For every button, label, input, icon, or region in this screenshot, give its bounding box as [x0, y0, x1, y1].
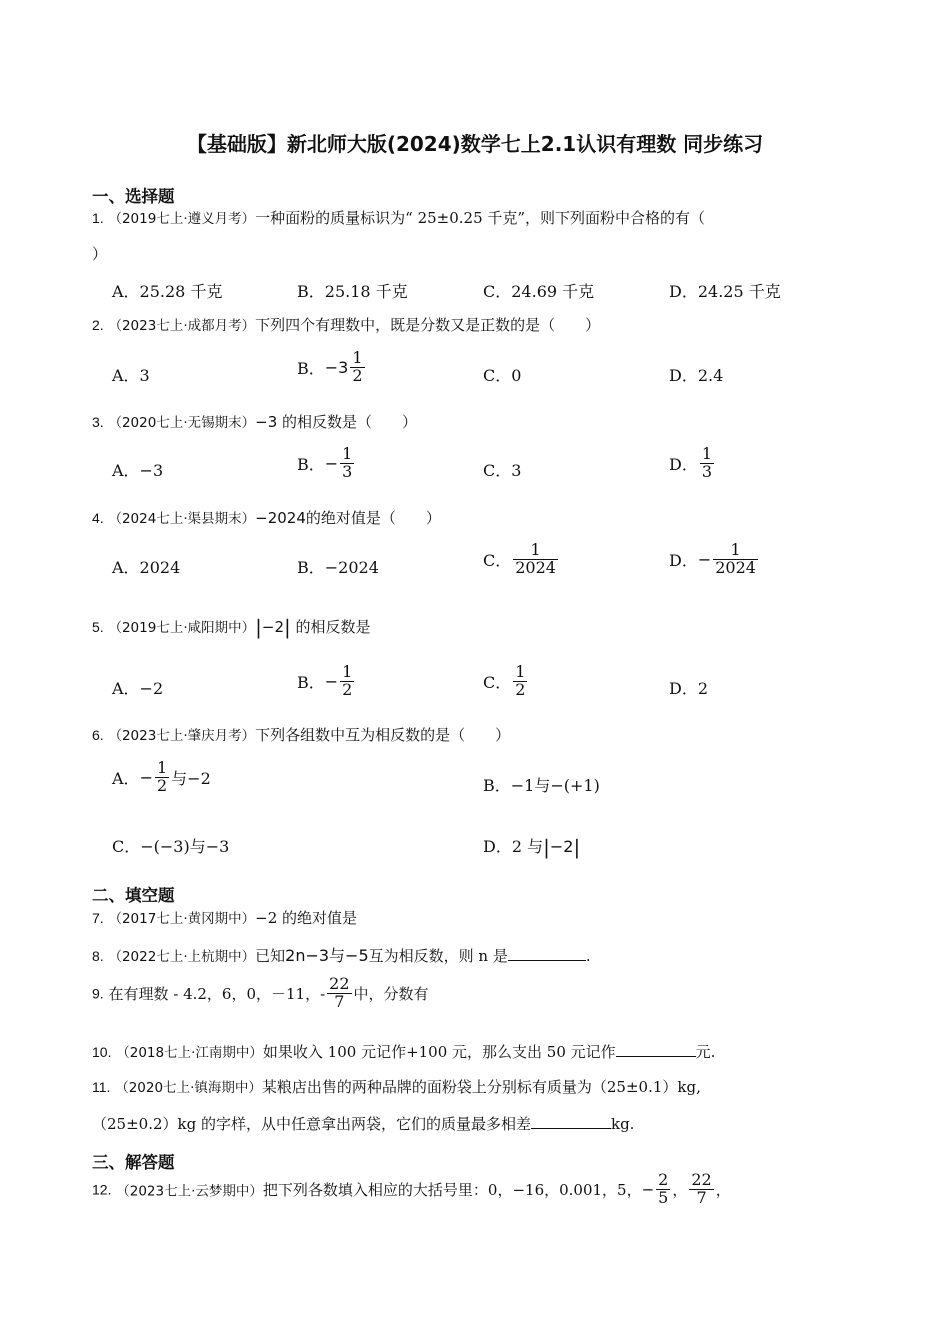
- numerator: 1: [342, 662, 353, 681]
- question-12: [92, 1172, 731, 1207]
- question-1: [92, 207, 705, 228]
- question-source: （2023七上·云梦期中）: [116, 1183, 263, 1200]
- section-heading-solve: 三、解答题: [92, 1153, 175, 1172]
- numerator: 1: [701, 444, 713, 463]
- question-text: 把下列各数填入相应的大括号里：0，−16，0.001，5，: [262, 1180, 642, 1199]
- option-label: B．: [297, 672, 325, 692]
- fraction: [340, 664, 354, 699]
- fraction: [656, 1172, 670, 1207]
- fraction: [340, 446, 354, 481]
- option-c: C．−(−3)与−3: [112, 837, 230, 856]
- question-3: [92, 411, 417, 432]
- math-expression: 2n−3与−5: [285, 946, 369, 965]
- answer-blank[interactable]: [616, 1041, 696, 1057]
- option-d: D．2.4: [669, 366, 724, 385]
- question-source: （2023七上·肇庆月考）: [108, 728, 256, 744]
- denominator: 2: [156, 775, 168, 795]
- separator: ，: [672, 1180, 688, 1199]
- question-number: 12.: [92, 1181, 112, 1198]
- mixed-number-whole: −3: [324, 357, 349, 377]
- question-text: −2 的绝对值是: [255, 909, 358, 927]
- abs-bar-left: |: [255, 615, 262, 639]
- option-d: [669, 542, 760, 577]
- question-source: （2023七上·成都月考）: [108, 318, 256, 334]
- question-text-tail: 中，分数有: [353, 984, 429, 1003]
- fraction: [155, 760, 169, 795]
- numerator: 1: [515, 662, 526, 681]
- option-c: C．3: [483, 461, 522, 480]
- minus-sign: −: [324, 671, 339, 691]
- question-2: [92, 314, 600, 335]
- question-number: 1.: [92, 210, 104, 226]
- question-source: （2020七上·镇海期中）: [115, 1080, 262, 1096]
- question-text: （25±0.2）kg 的字样，从中任意拿出两袋，它们的质量最多相差: [92, 1115, 531, 1133]
- option-label: C．: [483, 550, 512, 570]
- question-end: kg.: [610, 1115, 635, 1133]
- math-expression: −2: [261, 618, 284, 636]
- question-text: 在有理数 - 4.2，6，0，－11，-: [108, 984, 326, 1003]
- option-a: A．3: [112, 366, 150, 385]
- option-a: A．2024: [112, 558, 181, 577]
- question-1-continued: ）: [92, 245, 108, 263]
- question-text: 某粮店出售的两种品牌的面粉袋上分别标有质量为（25±0.1）kg,: [261, 1078, 701, 1096]
- minus-sign: −: [139, 767, 153, 787]
- question-source: （2024七上·渠县期末）: [108, 511, 256, 527]
- numerator: 1: [156, 758, 168, 777]
- option-b: [297, 350, 367, 385]
- denominator: 2024: [515, 557, 556, 577]
- fraction: [513, 542, 558, 577]
- question-11: [92, 1076, 701, 1097]
- question-text: 的绝对值是（ ）: [305, 509, 441, 527]
- fraction: [700, 446, 714, 481]
- question-6: [92, 724, 510, 745]
- question-text: 下列各组数中互为相反数的是（ ）: [255, 726, 511, 744]
- section-heading-choice: 一、选择题: [92, 187, 175, 206]
- numerator: 1: [352, 348, 363, 367]
- question-number: 7.: [92, 910, 104, 926]
- question-11-continued: [92, 1113, 634, 1134]
- option-b: B．−1与−(+1): [483, 776, 600, 795]
- option-a: A．−3: [112, 461, 164, 480]
- question-source: （2018七上·江南期中）: [116, 1045, 263, 1061]
- question-10: [92, 1041, 715, 1062]
- question-4: [92, 507, 441, 528]
- question-end: .: [585, 947, 591, 965]
- option-d: [483, 834, 580, 859]
- denominator: 7: [696, 1187, 707, 1207]
- option-a: [112, 760, 211, 795]
- minus-sign: −: [697, 549, 712, 569]
- question-number: 4.: [92, 510, 104, 526]
- question-number: 10.: [92, 1044, 112, 1060]
- question-text: 已知: [255, 947, 286, 965]
- option-b: B．−2024: [297, 558, 379, 577]
- option-c: C．24.69 千克: [483, 282, 595, 301]
- question-number: 2.: [92, 317, 104, 333]
- question-source: （2022七上·上杭期中）: [108, 949, 256, 965]
- denominator: 3: [701, 461, 713, 481]
- option-label: B．: [297, 454, 325, 474]
- question-number: 3.: [92, 414, 104, 430]
- abs-bar-left: |: [543, 835, 550, 859]
- option-label: C．: [483, 672, 512, 692]
- question-text: 一种面粉的质量标识为“ 25±0.25 千克”，则下列面粉中合格的有（: [255, 209, 706, 227]
- question-5: [92, 615, 371, 639]
- numerator: 1: [513, 542, 558, 560]
- question-text: 下列四个有理数中，既是分数又是正数的是（ ）: [255, 316, 601, 334]
- question-text: 如果收入 100 元记作+100 元，那么支出 50 元记作: [262, 1043, 616, 1061]
- option-label: D．2 与: [483, 837, 544, 856]
- question-number: 5.: [92, 619, 104, 635]
- option-b: [297, 664, 356, 699]
- minus-sign: −: [324, 453, 339, 473]
- math-expression: −2: [549, 837, 574, 856]
- option-c: [483, 542, 560, 577]
- question-text: 的相反数是: [290, 618, 371, 636]
- option-c: C．0: [483, 366, 522, 385]
- fraction: [513, 664, 527, 699]
- option-label: D．: [669, 550, 698, 570]
- abs-bar-right: |: [284, 615, 291, 639]
- denominator: 2024: [715, 557, 756, 577]
- numerator: 1: [342, 444, 353, 463]
- option-c: [483, 664, 529, 699]
- question-number: 11.: [92, 1079, 111, 1095]
- question-source: （2019七上·咸阳期中）: [108, 620, 256, 636]
- numerator: 1: [713, 542, 758, 560]
- fraction: [689, 1172, 713, 1207]
- page-title: 【基础版】新北师大版(2024)数学七上2.1认识有理数 同步练习: [186, 132, 764, 156]
- question-text: 的相反数是（ ）: [277, 413, 418, 431]
- math-expression: −3: [255, 413, 278, 431]
- option-d: [669, 446, 716, 481]
- question-7: [92, 907, 357, 928]
- option-a: A．−2: [112, 679, 164, 698]
- answer-blank[interactable]: [531, 1113, 611, 1129]
- question-number: 8.: [92, 948, 104, 964]
- option-label: A．: [112, 768, 140, 788]
- denominator: 7: [334, 991, 345, 1011]
- fraction: [713, 542, 758, 577]
- numerator: 22: [691, 1170, 712, 1189]
- numerator: 2: [658, 1170, 669, 1189]
- math-expression: −2024: [255, 509, 306, 527]
- question-source: （2020七上·无锡期末）: [108, 415, 256, 431]
- denominator: 2: [342, 679, 353, 699]
- question-9: [92, 976, 429, 1011]
- question-end: 元.: [695, 1043, 716, 1061]
- option-tail: 与−2: [171, 768, 211, 788]
- denominator: 5: [658, 1187, 669, 1207]
- option-d: D．2: [669, 679, 709, 698]
- separator: ，: [715, 1180, 731, 1199]
- question-text-tail: 互为相反数，则 n 是: [368, 947, 508, 965]
- question-number: 6.: [92, 727, 104, 743]
- denominator: 3: [342, 461, 353, 481]
- fraction: [350, 350, 364, 385]
- denominator: 2: [352, 365, 363, 385]
- question-source: （2019七上·遵义月考）: [108, 211, 256, 227]
- option-label: B．: [297, 358, 325, 378]
- answer-blank[interactable]: [508, 945, 586, 961]
- option-label: D．: [669, 454, 698, 474]
- denominator: 2: [515, 679, 526, 699]
- abs-bar-right: |: [573, 835, 581, 859]
- section-heading-fill: 二、填空题: [92, 886, 175, 905]
- option-b: [297, 446, 356, 481]
- minus-sign: −: [641, 1180, 655, 1199]
- question-source: （2017七上·黄冈期中）: [108, 911, 256, 927]
- fraction: [327, 976, 351, 1011]
- question-8: [92, 943, 591, 966]
- numerator: 22: [329, 974, 350, 993]
- option-b: B．25.18 千克: [297, 282, 408, 301]
- question-number: 9.: [92, 985, 104, 1002]
- option-d: D．24.25 千克: [669, 282, 781, 301]
- option-a: A．25.28 千克: [112, 282, 223, 301]
